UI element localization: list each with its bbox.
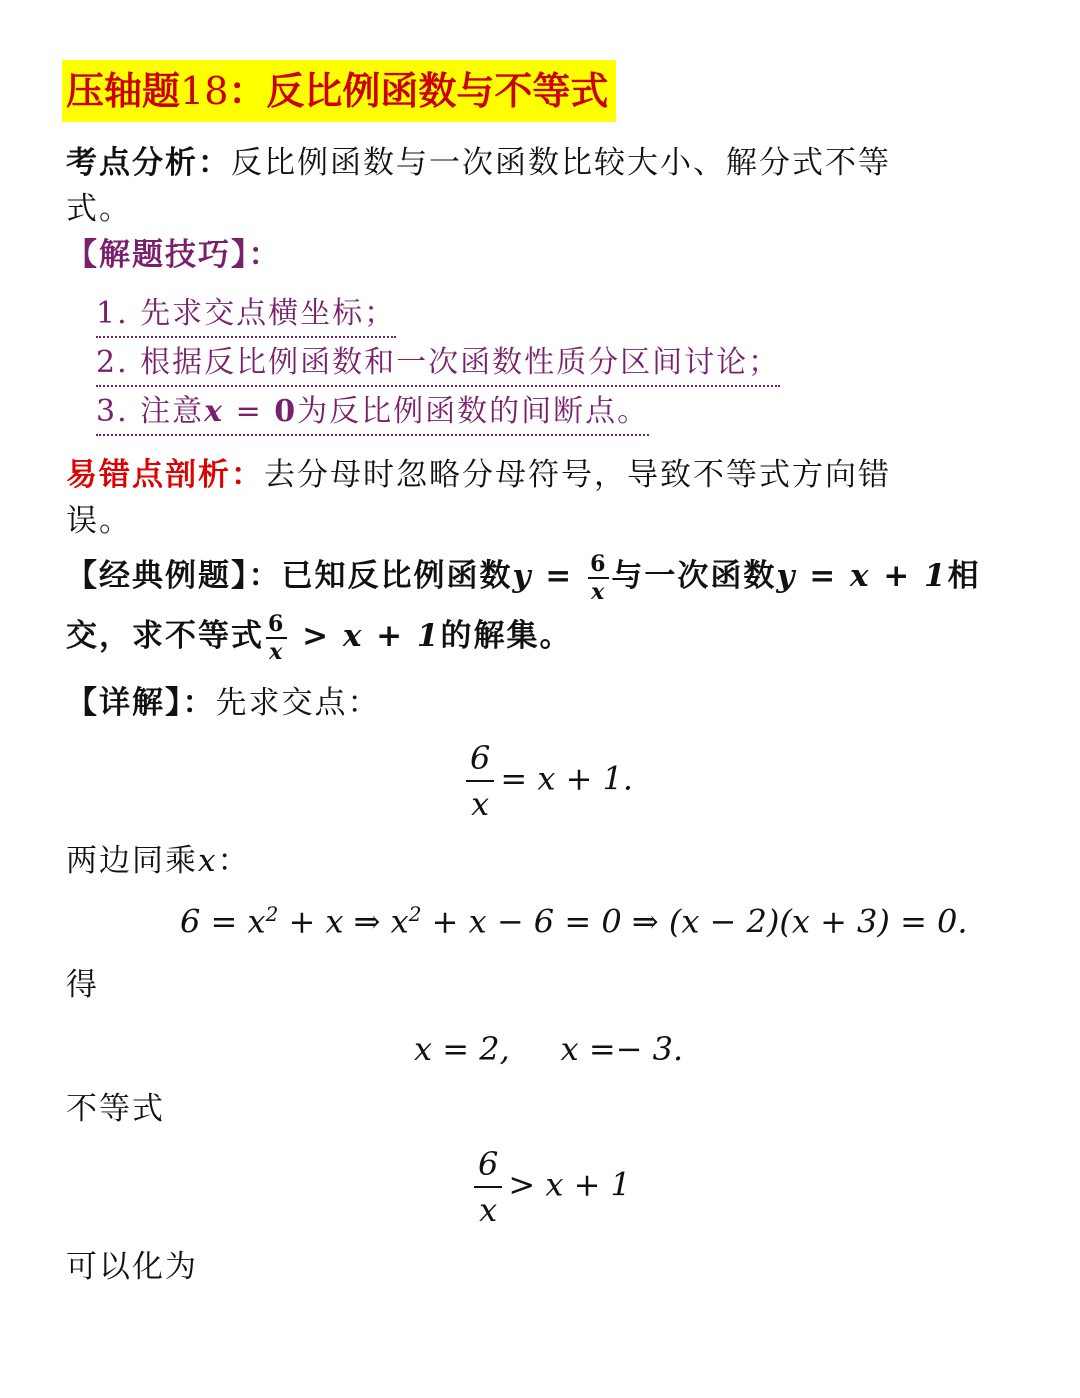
example-text5: 的解集。 [440, 618, 573, 654]
equation-1-rhs: = x + 1. [500, 759, 634, 798]
analysis-line2 [66, 186, 132, 232]
analysis-text: 反比例函数与一次函数比较大小、解分式不等 [231, 145, 891, 181]
page-title [62, 60, 616, 122]
equation-2 [180, 902, 968, 941]
equation-3-fraction [474, 1145, 502, 1229]
skill-item-3-var: x [204, 394, 225, 429]
example-text4: 交，求不等式 [66, 618, 264, 654]
roots: x = 2, x =− 3. [414, 1030, 684, 1068]
example-fraction-2-num: 6 [268, 610, 286, 637]
equation-1-num: 6 [466, 742, 494, 782]
errors-line1 [66, 452, 891, 498]
example-y2: y [776, 558, 797, 594]
step2-colon: ： [217, 843, 251, 879]
skill-item-3-pre: 3. 注意 [96, 394, 205, 429]
example-ineq: > [289, 618, 343, 654]
example-y1: y [512, 558, 533, 594]
convert-text: 可以化为 [66, 1249, 198, 1285]
errors-label: 易错点剖析： [66, 457, 264, 493]
example-text3: 相 [947, 558, 981, 594]
step2-line [66, 838, 250, 884]
equation-1-fraction [466, 739, 494, 823]
example-rhs: x + 1 [849, 558, 948, 594]
skill-item-3 [96, 392, 649, 436]
example-text2: 与一次函数 [611, 558, 777, 594]
analysis-text-cont: 式。 [66, 191, 132, 227]
example-fraction-2 [266, 610, 287, 665]
equation-3-num: 6 [474, 1148, 502, 1188]
title-part2: ：反比例函数与不等式 [228, 68, 609, 113]
equation-3-den: x [479, 1191, 498, 1229]
equation-2-c: + x − 6 = 0 ⇒ (x − 2)(x + 3) = 0. [421, 902, 968, 941]
equation-1 [466, 739, 634, 823]
example-fraction-1 [588, 550, 609, 605]
skills-label: 【解题技巧】： [66, 237, 282, 273]
get-text: 得 [66, 967, 99, 1003]
skill-item-2: 2. 根据反比例函数和一次函数性质分区间讨论； [96, 343, 780, 387]
title-number: 18 [180, 69, 229, 113]
equation-3-rhs: > x + 1 [508, 1165, 631, 1204]
example-eq2: = [796, 558, 850, 594]
skill-item-3-zero: 0 [274, 394, 298, 429]
equation-2-a: 6 = x [180, 902, 266, 941]
skill-item-3-post: 为反比例函数的间断点。 [297, 394, 650, 429]
solution-intro: 先求交点： [215, 685, 381, 721]
inequality-label: 不等式 [66, 1091, 165, 1127]
step2-text: 两边同乘 [66, 843, 198, 879]
title-part1: 压轴题 [66, 68, 181, 113]
example-line1 [66, 548, 981, 604]
skill-item-3-eq: = [224, 394, 275, 429]
equation-3 [474, 1145, 631, 1229]
equation-2-sup2: 2 [408, 902, 422, 926]
example-eq1: = [532, 558, 587, 594]
equation-2-b: + x ⇒ x [278, 902, 409, 941]
errors-text-cont: 误。 [66, 503, 132, 539]
solution-line [66, 680, 381, 726]
equation-2-sup1: 2 [265, 902, 279, 926]
example-fraction-1-den: x [591, 578, 607, 605]
equation-1-den: x [471, 785, 490, 823]
analysis-label: 考点分析： [66, 145, 231, 181]
skill-item-1: 1. 先求交点横坐标； [96, 294, 396, 338]
example-fraction-1-num: 6 [590, 550, 608, 577]
errors-line2 [66, 498, 132, 544]
example-line2 [66, 608, 573, 664]
step2-var: x [198, 843, 218, 879]
example-text1: 已知反比例函数 [281, 558, 513, 594]
errors-text: 去分母时忽略分母符号，导致不等式方向错 [264, 457, 891, 493]
example-rhs2: x + 1 [342, 618, 441, 654]
example-fraction-2-den: x [269, 638, 285, 665]
example-label: 【经典例题】： [66, 558, 282, 594]
analysis-line1 [66, 140, 891, 186]
solution-label: 【详解】： [66, 685, 216, 721]
